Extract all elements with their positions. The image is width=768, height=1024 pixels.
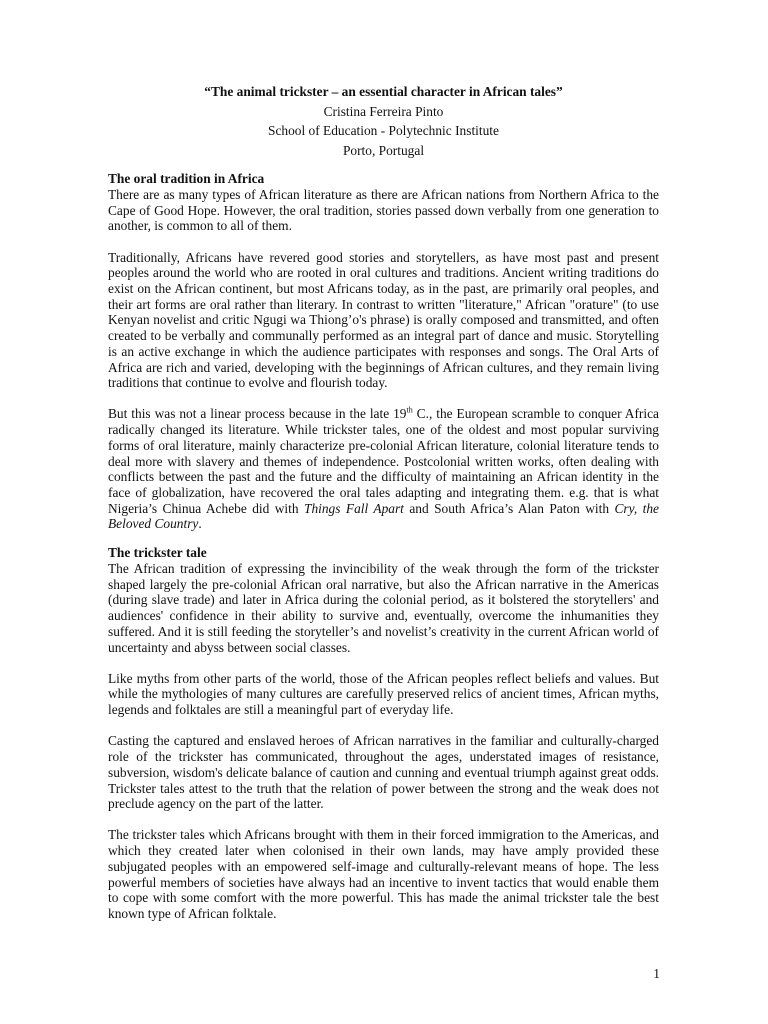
- paragraph: There are as many types of African literature as there are African nations from Northern Africa to the Cape of Good Hope. However, the oral tradition, stories passed down verbally from one generation to another, is common to all of them.: [108, 187, 659, 234]
- document-title: “The animal trickster – an essential character in African tales”: [204, 84, 563, 99]
- paragraph-text: But this was not a linear process because in the late 19: [108, 406, 407, 422]
- author-name: Cristina Ferreira Pinto: [323, 103, 444, 119]
- paragraph: [108, 406, 659, 532]
- document-page: [108, 82, 659, 922]
- paragraph-text: C., the European scramble to conquer Africa radically changed its literature. While trickster tales, one of the oldest and most popular surviving forms of oral literature, mainly characterize pre-colonial African literature, colonial literature tends to deal more with slavery and themes of independence. Postcolonial written works, often dealing with conflicts between the past and the future and the difficulty of maintaining an African identity in the face of globalization, have recovered the oral tales adapting and integrating them. e.g. that is what Nigeria’s Chinua Achebe did with: [108, 406, 659, 516]
- superscript: th: [406, 405, 413, 415]
- author-location: Porto, Portugal: [342, 142, 425, 158]
- paragraph: Casting the captured and enslaved heroes of African narratives in the familiar and culturally-charged role of the trickster has communicated, throughout the ages, understated images of resistance, subversion, wisdom's delicate balance of caution and cunning and eventual triumph against great odds. Trickster tales attest to the truth that the relation of power between the strong and the weak does not preclude agency on the part of the latter.: [108, 733, 659, 812]
- paragraph: Traditionally, Africans have revered good stories and storytellers, as have most past and present peoples around the world who are rooted in oral cultures and traditions. Ancient writing traditions do exist on the African continent, but most Africans today, as in the past, are primarily oral peoples, and their art forms are oral rather than literary. In contrast to written "literature," African "orature" (to use Kenyan novelist and critic Ngugi wa Thiong’o's phrase) is orally composed and transmitted, and often created to be verbally and communally performed as an integral part of dance and music. Storytelling is an active exchange in which the audience participates with responses and songs. The Oral Arts of Africa are rich and varied, developing with the beginnings of African cultures, and they remain living traditions that continue to evolve and flourish today.: [108, 249, 659, 391]
- paragraph: The African tradition of expressing the invincibility of the weak through the form of the trickster shaped largely the pre-colonial African oral narrative, but also the African narrative in the Americas (during slave trade) and later in Africa during the colonial period, as it bolstered the storytellers' and audiences' confidence in their ability to survive and, eventually, overcome the inhumanities they suffered. And it is still feeding the storyteller’s and novelist’s creativity in the current African world of uncertainty and abyss between social classes.: [108, 561, 659, 655]
- section-heading: The trickster tale: [108, 545, 207, 561]
- document-header: [108, 82, 659, 160]
- paragraph-text: and South Africa’s Alan Paton with: [403, 500, 615, 516]
- section-heading: The oral tradition in Africa: [108, 171, 265, 186]
- paragraph-text: .: [198, 516, 202, 532]
- book-title: Things Fall Apart: [304, 500, 404, 516]
- book-title: Cry, the Beloved Country: [108, 500, 659, 532]
- paragraph: The trickster tales which Africans brought with them in their forced immigration to the Americas, and which they created later when colonised in their own lands, may have amply provided these subjugated peoples with an empowered self-image and culturally-relevant means of hope. The less powerful members of societies have always had an incentive to invent tactics that would enable them to cope with some comfort with the more powerful. This has made the animal trickster tale the best known type of African folktale.: [108, 827, 659, 921]
- paragraph: Like myths from other parts of the world, those of the African peoples reflect beliefs and values. But while the mythologies of many cultures are carefully preserved relics of ancient times, African myths, legends and folktales are still a meaningful part of everyday life.: [108, 670, 659, 718]
- section-oral-tradition: [108, 171, 659, 532]
- page-number: 1: [653, 966, 660, 981]
- section-trickster-tale: [108, 545, 659, 922]
- author-affiliation: School of Education - Polytechnic Institute: [268, 123, 499, 138]
